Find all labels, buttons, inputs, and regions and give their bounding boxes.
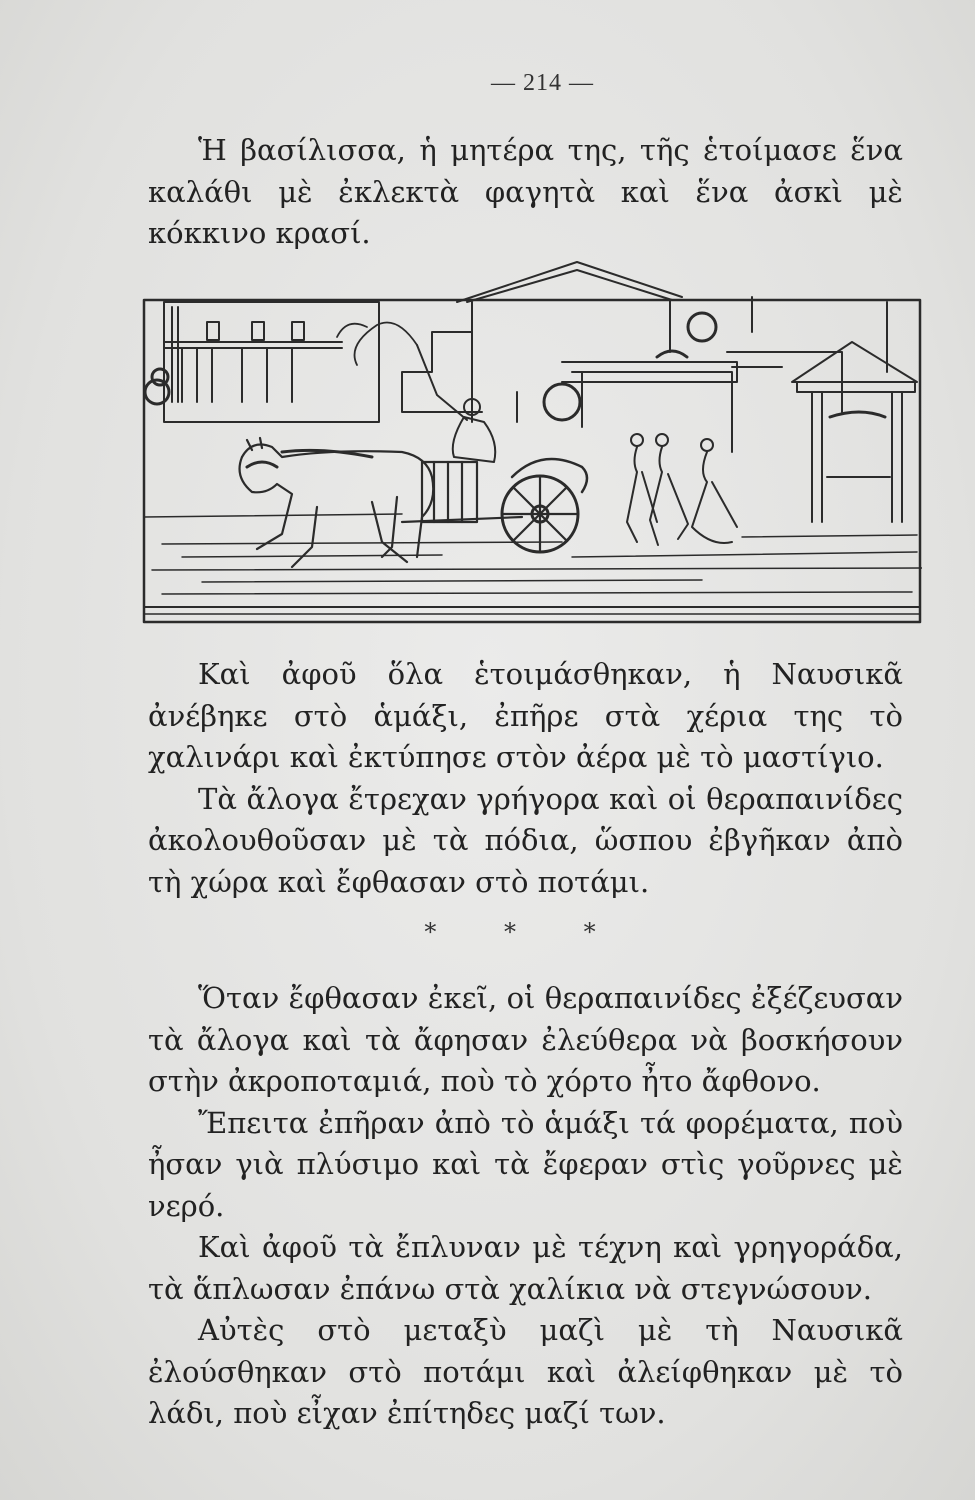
walking-women <box>627 434 737 545</box>
paragraph: Ὅταν ἔφθασαν ἐκεῖ, οἱ θεραπαινίδες ἐξέζευσαν τὰ ἄλογα καὶ τὰ ἄφησαν ἐλεύθερα νὰ βοσκήσουν στὴν ἀκροποταμιά, ποὺ τὸ χόρτο ἦτο ἄφθονο. <box>148 981 903 1098</box>
horses <box>240 438 434 567</box>
right-gate <box>792 302 917 522</box>
paragraph: Καὶ ἀφοῦ τὰ ἔπλυναν μὲ τέχνη καὶ γρηγοράδα, τὰ ἅπλωσαν ἐπάνω στὰ χαλίκια νὰ στεγνώσουν. <box>148 1230 903 1306</box>
left-building <box>145 302 379 422</box>
page-number: — 214 — <box>491 70 594 96</box>
text-block-bottom <box>148 978 903 1435</box>
paragraph: Τὰ ἄλογα ἔτρεχαν γρήγορα καὶ οἱ θεραπαινίδες ἀκολουθοῦσαν μὲ τὰ πόδια, ὥσπου ἐβγῆκαν ἀπὸ τὴ χώρα καὶ ἔφθασαν στὸ ποτάμι. <box>148 781 903 899</box>
paragraph: Ἡ βασίλισσα, ἡ μητέρα της, τῆς ἑτοίμασε ἕνα καλάθι μὲ ἐκλεκτὰ φαγητὰ καὶ ἕνα ἀσκὶ μὲ κόκκινο κρασί. <box>148 133 903 250</box>
paragraph: Αὐτὲς στὸ μεταξὺ μαζὶ μὲ τὴ Ναυσικᾶ ἐλούσθηκαν στὸ ποτάμι καὶ ἀλείφθηκαν μὲ τὸ λάδι, ποὺ εἶχαν ἐπίτηδες μαζί των. <box>148 1313 903 1430</box>
horse-cart-with-women-illustration <box>142 252 922 624</box>
paragraph: Ἔπειτα ἐπῆραν ἀπὸ τὸ ἁμάξι τά φορέματα, ποὺ ἦσαν γιὰ πλύσιμο καὶ τὰ ἔφεραν στὶς γοῦρνες μὲ νερό. <box>148 1105 903 1223</box>
ground-lines <box>144 514 922 594</box>
section-separator: * * * <box>424 918 626 946</box>
central-building <box>402 262 842 452</box>
paragraph: Καὶ ἀφοῦ ὅλα ἑτοιμάσθηκαν, ἡ Ναυσικᾶ ἀνέβηκε στὸ ἁμάξι, ἐπῆρε στὰ χέρια της τὸ χαλινάρι καὶ ἐκτύπησε στὸν ἀέρα μὲ τὸ μαστίγιο. <box>148 657 903 774</box>
text-block-top <box>148 130 903 255</box>
text-block-middle <box>148 654 903 903</box>
